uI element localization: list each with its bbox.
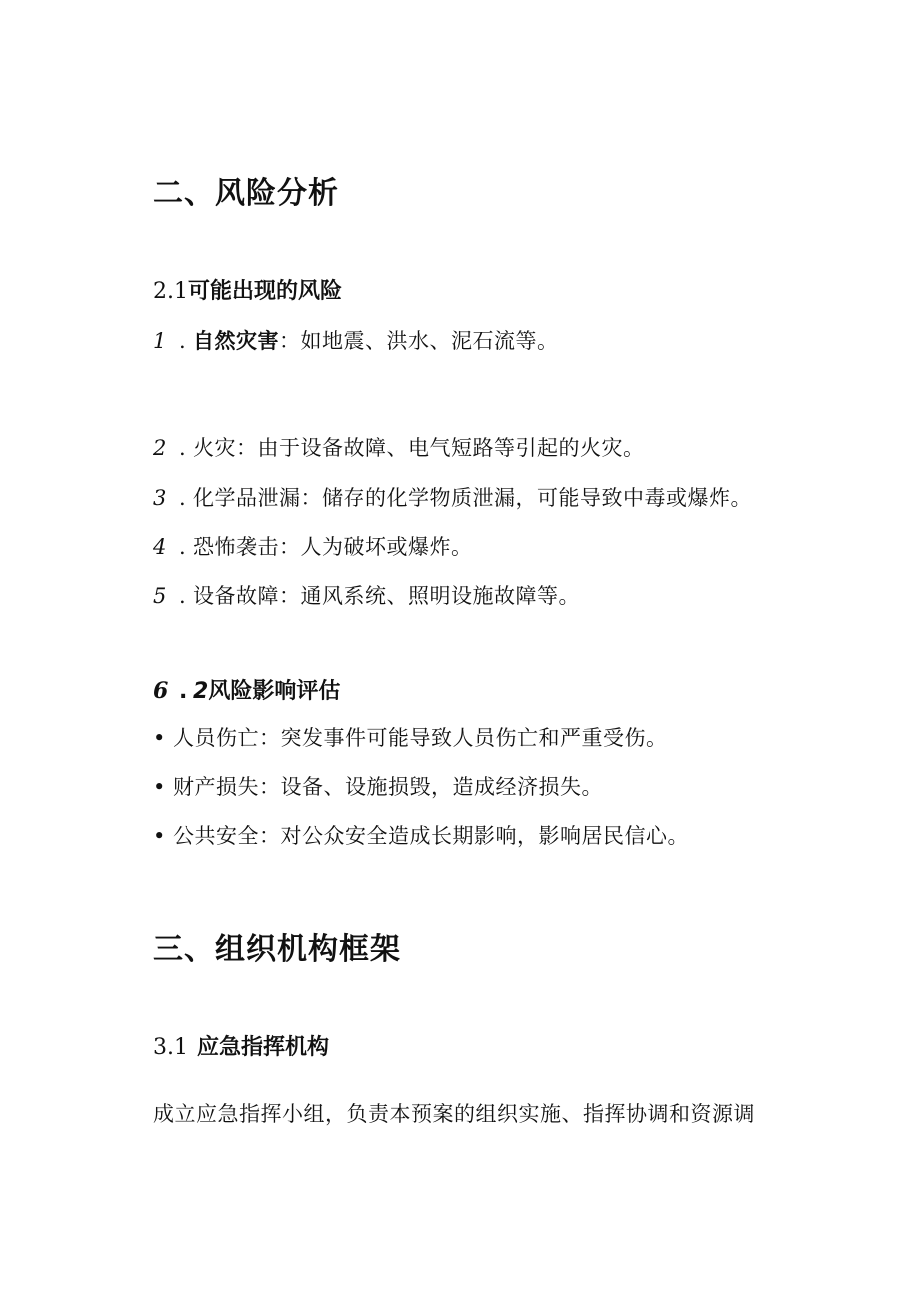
risk-item-4: 4 . 恐怖袭击：人为破坏或爆炸。	[153, 535, 473, 559]
risk-item-2: 2 . 火灾：由于设备故障、电气短路等引起的火灾。	[153, 436, 645, 460]
subsection-3-1-number: 3.1	[153, 1035, 188, 1060]
subsection-2-1-title: 可能出现的风险	[188, 279, 343, 304]
bullet-icon: •	[153, 824, 166, 848]
risk-item-text: ：储存的化学物质泄漏，可能导致中毒或爆炸。	[300, 486, 752, 510]
risk-item-label: 设备故障	[193, 584, 279, 608]
risk-item-3: 3 . 化学品泄漏：储存的化学物质泄漏，可能导致中毒或爆炸。	[153, 486, 752, 510]
risk-item-label: 自然灾害	[193, 329, 279, 353]
subsection-2-1-heading	[153, 274, 342, 305]
risk-item-5: 5 . 设备故障：通风系统、照明设施故障等。	[153, 584, 580, 608]
risk-item-text: ：如地震、洪水、泥石流等。	[279, 329, 559, 353]
section-3-title: 三、组织机构框架	[153, 932, 401, 967]
impact-item-3	[153, 820, 689, 850]
risk-item-text: ：通风系统、照明设施故障等。	[279, 584, 580, 608]
risk-item-text: ：由于设备故障、电气短路等引起的火灾。	[236, 436, 645, 460]
impact-item-1	[153, 722, 668, 752]
impact-item-text: 人员伤亡：突发事件可能导致人员伤亡和严重受伤。	[173, 726, 668, 750]
bullet-icon: •	[153, 775, 166, 799]
bullet-icon: •	[153, 726, 166, 750]
section-2-title: 二、风险分析	[153, 176, 339, 211]
risk-item-label: 恐怖袭击	[193, 535, 279, 559]
subsection-2-2-heading	[153, 674, 340, 705]
subsection-2-2-title: 风险影响评估	[208, 679, 341, 704]
risk-item-label: 火灾	[193, 436, 236, 460]
subsection-2-1-number: 2.1	[153, 279, 188, 304]
impact-item-text: 财产损失：设备、设施损毁，造成经济损失。	[173, 775, 603, 799]
subsection-2-2-dot: .	[179, 679, 188, 704]
risk-item-1: 1 . 自然灾害：如地震、洪水、泥石流等。	[153, 329, 559, 353]
risk-item-label: 化学品泄漏	[193, 486, 301, 510]
risk-item-number: 5	[153, 584, 167, 608]
risk-item-text: ：人为破坏或爆炸。	[279, 535, 473, 559]
subsection-3-1-title: 应急指挥机构	[197, 1035, 330, 1060]
impact-item-text: 公共安全：对公众安全造成长期影响，影响居民信心。	[173, 824, 689, 848]
risk-item-number: 3	[153, 486, 167, 510]
subsection-2-2-number: 6	[153, 678, 169, 704]
section-3-paragraph: 成立应急指挥小组，负责本预案的组织实施、指挥协调和资源调	[153, 1102, 755, 1126]
subsection-2-2-number2: 2	[193, 679, 209, 704]
subsection-3-1-heading	[153, 1030, 329, 1061]
risk-item-number: 2	[153, 436, 167, 460]
risk-item-number: 1	[153, 329, 167, 353]
risk-item-number: 4	[153, 535, 167, 559]
impact-item-2	[153, 771, 603, 801]
